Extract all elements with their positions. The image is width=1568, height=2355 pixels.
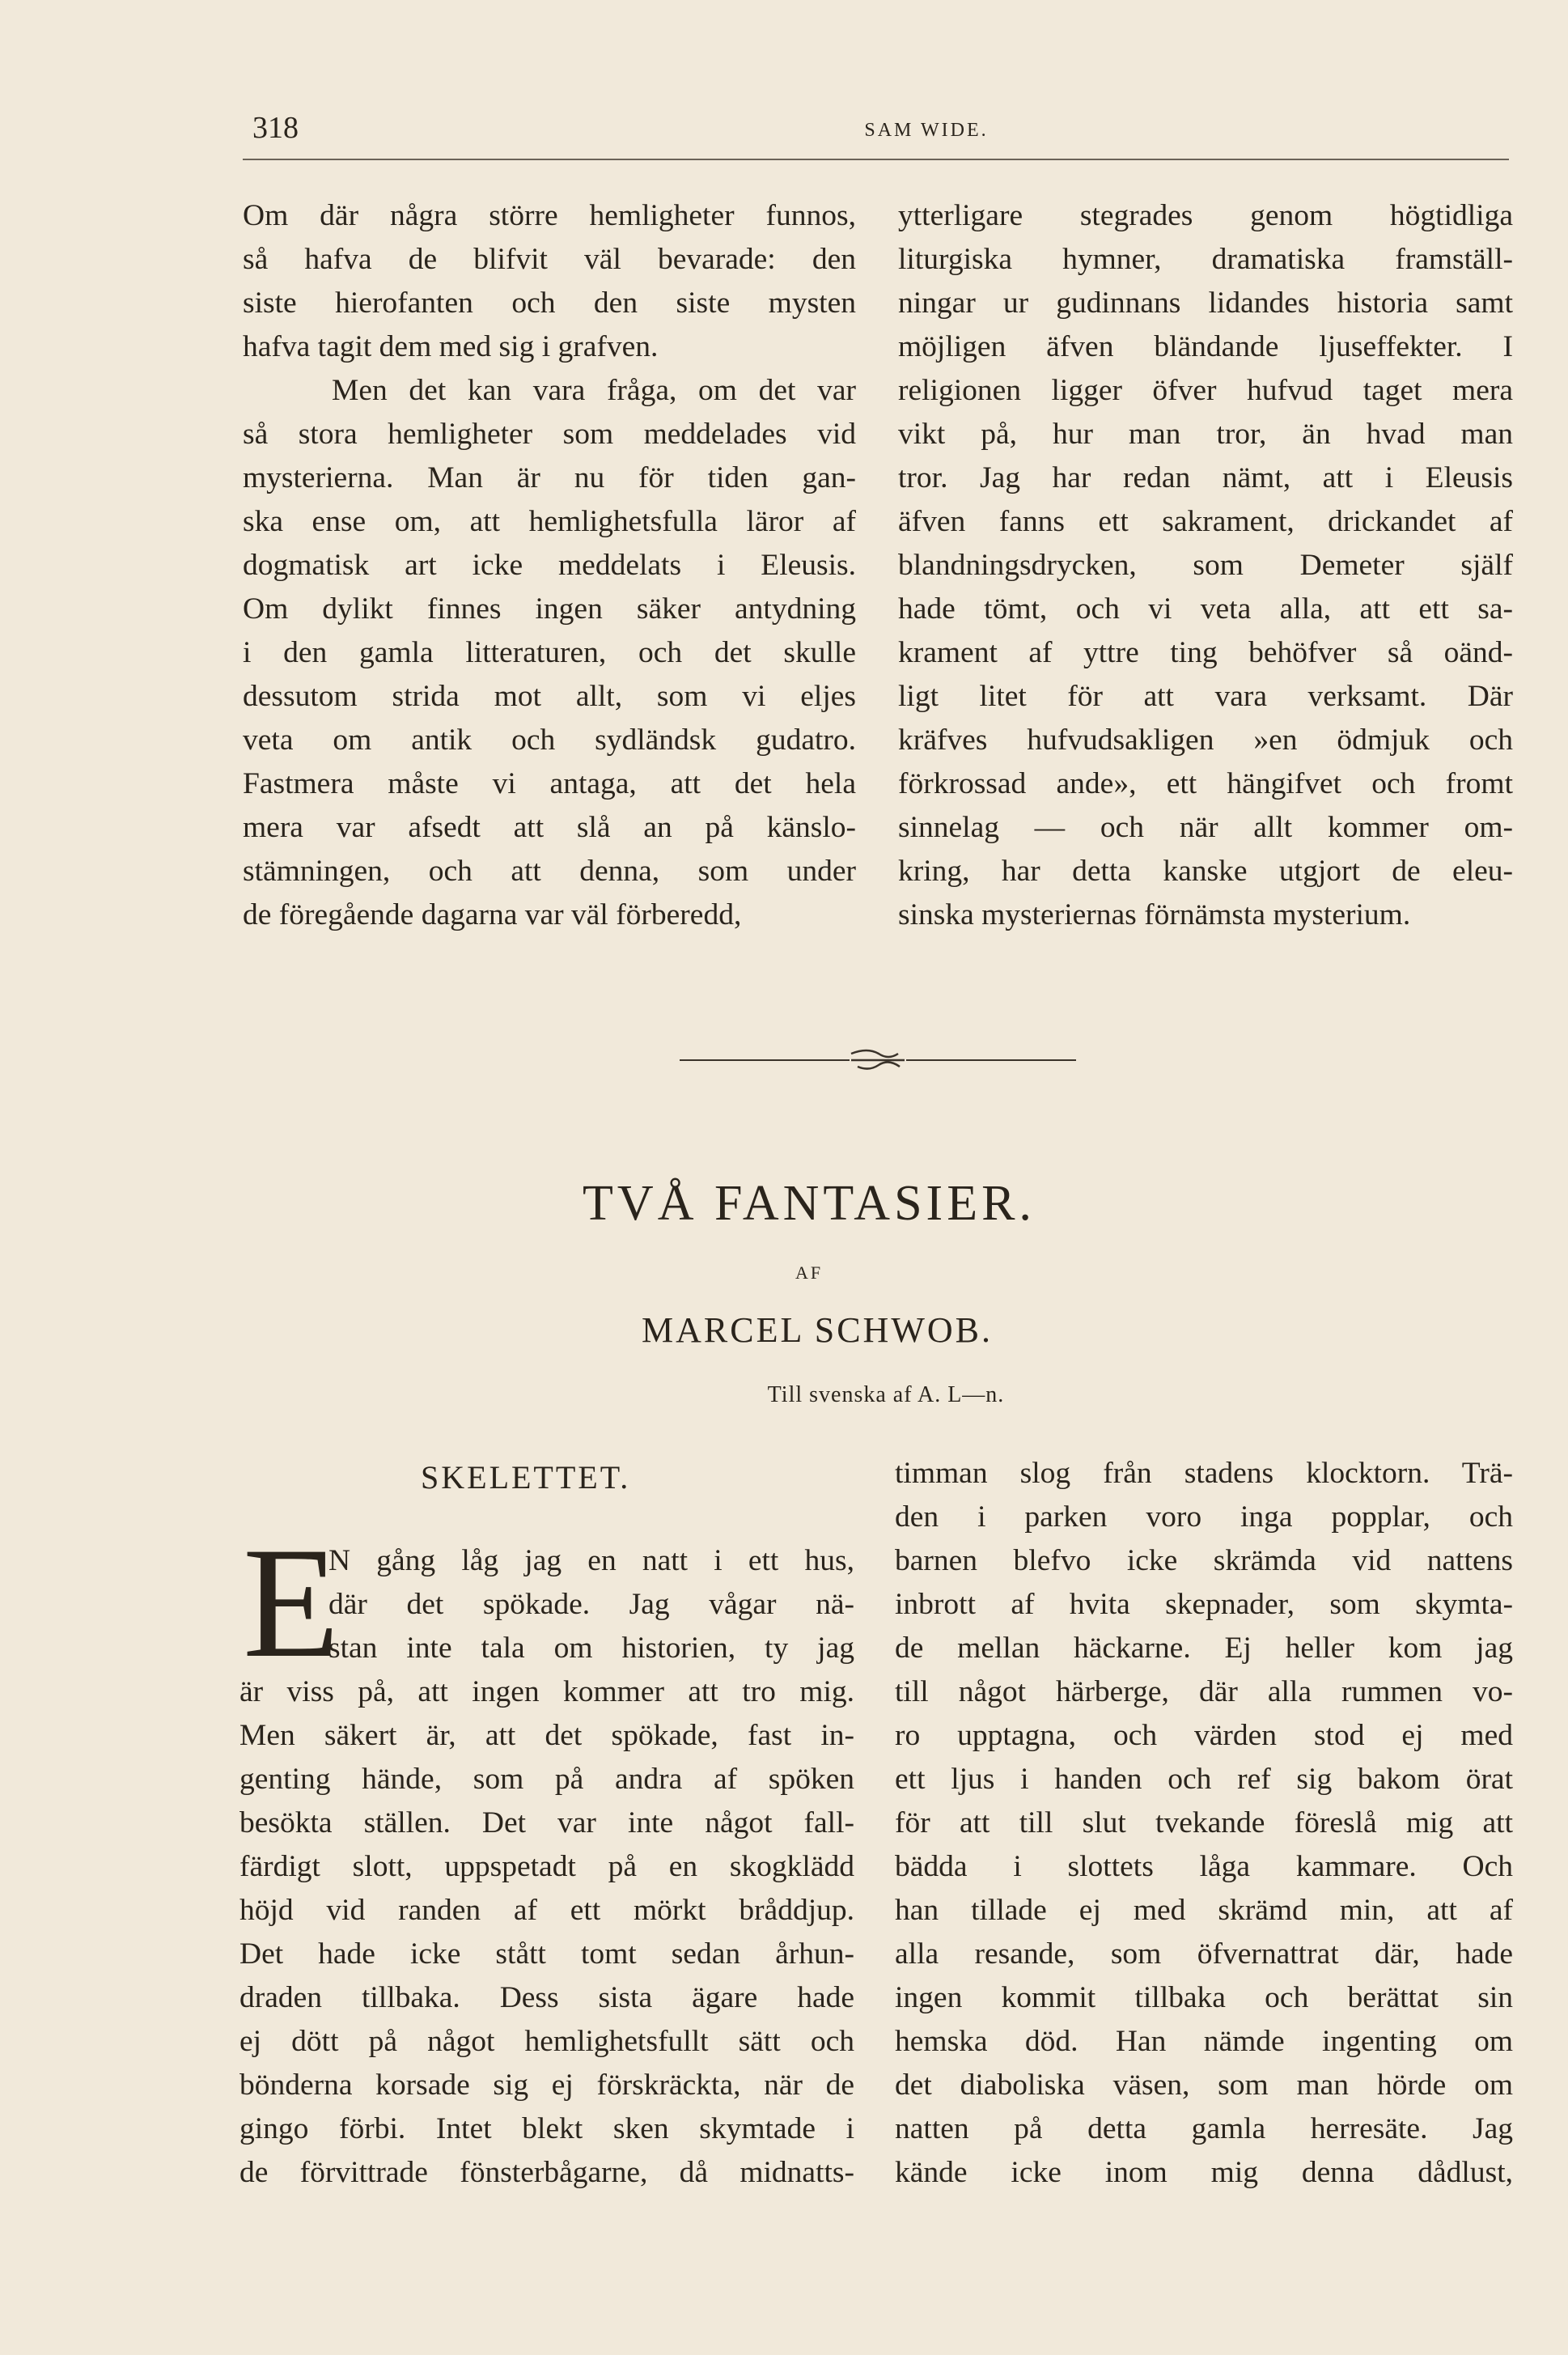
- byline-prefix: AF: [795, 1262, 824, 1283]
- text-line: kring, har detta kanske utgjort de eleu-: [898, 855, 1513, 888]
- text-line: siste hierofanten och den siste mysten: [243, 286, 856, 320]
- text-line: ingen kommit tillbaka och berättat sin: [895, 1981, 1513, 2014]
- text-line: ytterligare stegrades genom högtidliga: [898, 199, 1513, 232]
- text-line: besökta ställen. Det var inte något fall-: [239, 1806, 854, 1839]
- page-number: 318: [252, 111, 299, 145]
- column-4: [895, 1452, 1513, 2195]
- text-line: höjd vid randen af ett mörkt bråddjup.: [239, 1894, 854, 1927]
- text-line: alla resande, som öfvernattrat där, hade: [895, 1937, 1513, 1971]
- text-line: N gång låg jag en natt i ett hus,: [328, 1544, 854, 1577]
- text-line: Om där några större hemligheter funnos,: [243, 199, 856, 232]
- text-line: Fastmera måste vi antaga, att det hela: [243, 767, 856, 800]
- text-line: bönderna korsade sig ej förskräckta, när de: [239, 2069, 854, 2102]
- text-line: inbrott af hvita skepnader, som skymta-: [895, 1588, 1513, 1621]
- text-line: timman slog från stadens klocktorn. Trä-: [895, 1457, 1513, 1490]
- text-line: de mellan häckarne. Ej heller kom jag: [895, 1632, 1513, 1665]
- text-line: är viss på, att ingen kommer att tro mig.: [239, 1675, 854, 1708]
- text-line: mera var afsedt att slå an på känslo-: [243, 811, 856, 844]
- article-title: TVÅ FANTASIER.: [583, 1176, 1036, 1231]
- column-2: [898, 194, 1513, 937]
- running-head: SAM WIDE.: [864, 120, 989, 141]
- text-line: veta om antik och sydländsk gudatro.: [243, 723, 856, 757]
- section-divider-ornament: [680, 1044, 1076, 1076]
- section-title: SKELETTET.: [421, 1459, 631, 1496]
- text-line: möjligen äfven bländande ljuseffekter. I: [898, 330, 1513, 363]
- text-line: kräfves hufvudsakligen »en ödmjuk och: [898, 723, 1513, 757]
- text-line: det diaboliska väsen, som man hörde om: [895, 2069, 1513, 2102]
- text-line: Om dylikt finnes ingen säker antydning: [243, 592, 856, 626]
- text-line: Det hade icke stått tomt sedan århun-: [239, 1937, 854, 1971]
- text-line: draden tillbaka. Dess sista ägare hade: [239, 1981, 854, 2014]
- text-line: så stora hemligheter som meddelades vid: [243, 418, 856, 451]
- text-line: stämningen, och att denna, som under: [243, 855, 856, 888]
- text-line: sinnelag — och när allt kommer om-: [898, 811, 1513, 844]
- text-line: genting hände, som på andra af spöken: [239, 1763, 854, 1796]
- column-3: [239, 1452, 854, 2195]
- text-line: de föregående dagarna var väl förberedd,: [243, 898, 742, 931]
- text-line: vikt på, hur man tror, än hvad man: [898, 418, 1513, 451]
- text-line: äfven fanns ett sakrament, drickandet af: [898, 505, 1513, 538]
- drop-cap: E: [243, 1515, 340, 1691]
- text-line: stan inte tala om historien, ty jag: [328, 1632, 854, 1665]
- text-line: ej dött på något hemlighetsfullt sätt och: [239, 2025, 854, 2058]
- text-line: förkrossad ande», ett hängifvet och fromt: [898, 767, 1513, 800]
- text-line: sinska mysteriernas förnämsta mysterium.: [898, 898, 1411, 931]
- text-line: mysterierna. Man är nu för tiden gan-: [243, 461, 856, 494]
- text-line: tror. Jag har redan nämt, att i Eleusis: [898, 461, 1513, 494]
- text-line: Men säkert är, att det spökade, fast in-: [239, 1719, 854, 1752]
- text-line: ska ense om, att hemlighetsfulla läror af: [243, 505, 856, 538]
- text-line: de förvittrade fönsterbågarne, då midnatts-: [239, 2156, 854, 2189]
- text-line: färdigt slott, uppspetadt på en skogklädd: [239, 1850, 854, 1883]
- text-line: där det spökade. Jag vågar nä-: [328, 1588, 854, 1621]
- text-line: dogmatisk art icke meddelats i Eleusis.: [243, 549, 856, 582]
- text-line: kände icke inom mig denna dådlust,: [895, 2156, 1513, 2189]
- text-line: han tillade ej med skrämd min, att af: [895, 1894, 1513, 1927]
- text-line: den i parken voro inga popplar, och: [895, 1500, 1513, 1534]
- text-line: barnen blefvo icke skrämda vid nattens: [895, 1544, 1513, 1577]
- text-line: till något härberge, där alla rummen vo-: [895, 1675, 1513, 1708]
- text-line: hafva tagit dem med sig i grafven.: [243, 330, 659, 363]
- text-line: hade tömt, och vi veta alla, att ett sa-: [898, 592, 1513, 626]
- text-line: gingo förbi. Intet blekt sken skymtade i: [239, 2112, 854, 2145]
- text-line: religionen ligger öfver hufvud taget mera: [898, 374, 1513, 407]
- author-name: MARCEL SCHWOB.: [642, 1310, 993, 1350]
- text-line: krament af yttre ting behöfver så oänd-: [898, 636, 1513, 669]
- translator-note: Till svenska af A. L—n.: [767, 1382, 1005, 1407]
- text-line: dessutom strida mot allt, som vi eljes: [243, 680, 856, 713]
- text-line: natten på detta gamla herresäte. Jag: [895, 2112, 1513, 2145]
- header-rule: [243, 159, 1509, 160]
- text-line: blandningsdrycken, som Demeter själf: [898, 549, 1513, 582]
- text-line: ningar ur gudinnans lidandes historia samt: [898, 286, 1513, 320]
- text-line: så hafva de blifvit väl bevarade: den: [243, 243, 856, 276]
- text-line: liturgiska hymner, dramatiska framställ-: [898, 243, 1513, 276]
- text-line: Men det kan vara fråga, om det var: [332, 374, 856, 407]
- text-line: ett ljus i handen och ref sig bakom örat: [895, 1763, 1513, 1796]
- text-line: ligt litet för att vara verksamt. Där: [898, 680, 1513, 713]
- text-line: bädda i slottets låga kammare. Och: [895, 1850, 1513, 1883]
- text-line: för att till slut tvekande föreslå mig att: [895, 1806, 1513, 1839]
- text-line: ro upptagna, och värden stod ej med: [895, 1719, 1513, 1752]
- column-1: [243, 194, 856, 937]
- text-line: hemska död. Han nämde ingenting om: [895, 2025, 1513, 2058]
- text-line: i den gamla litteraturen, och det skulle: [243, 636, 856, 669]
